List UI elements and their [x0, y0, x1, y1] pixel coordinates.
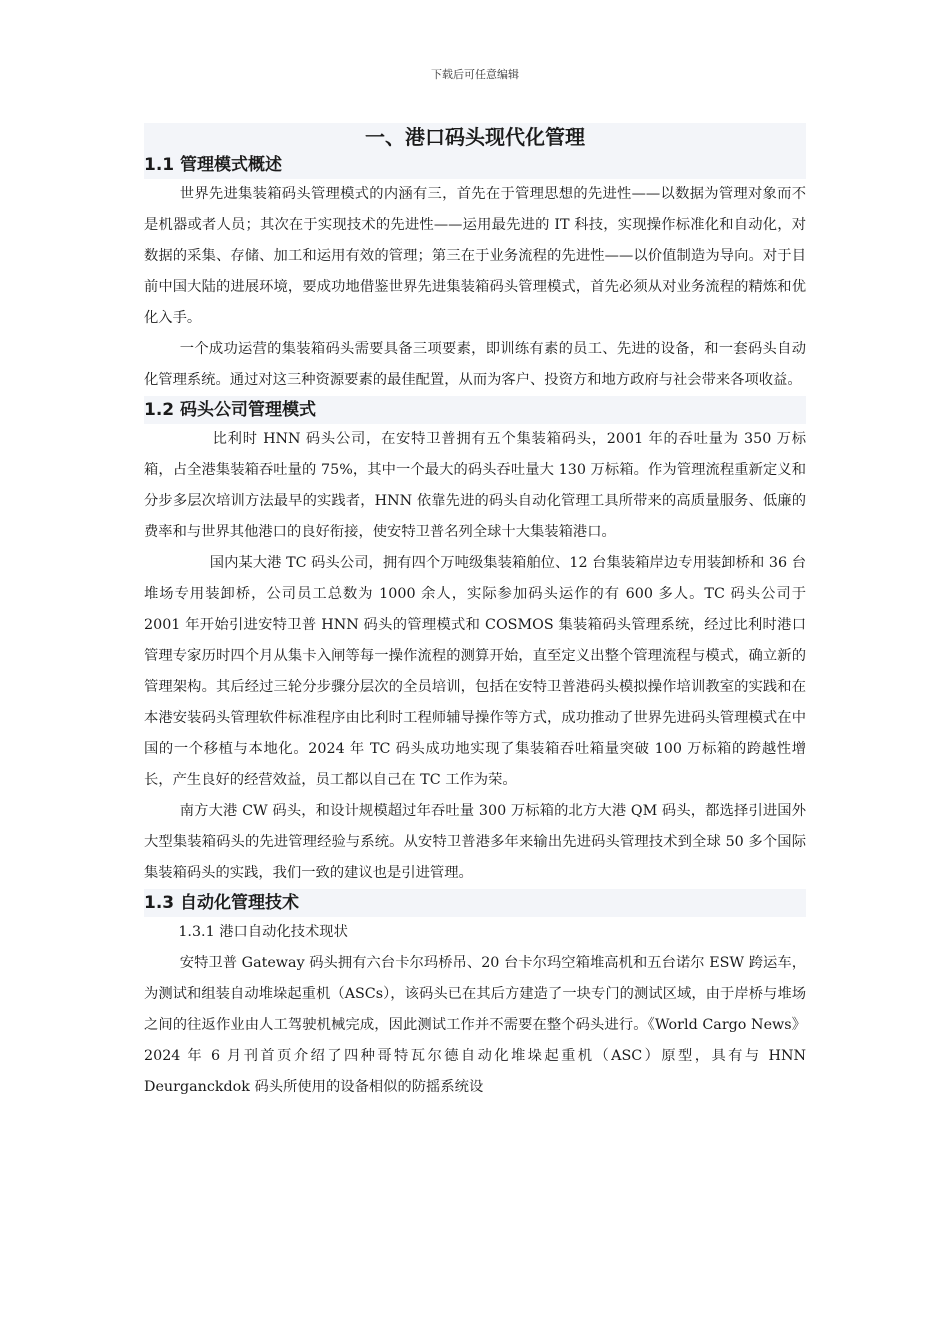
document-body — [144, 123, 806, 1103]
paragraph: 比利时 HNN 码头公司，在安特卫普拥有五个集装箱码头，2001 年的吞吐量为 350 万标箱，占全港集装箱吞吐量的 75%，其中一个最大的码头吞吐量大 130 万标箱。作为管理流程重新定义和分步多层次培训方法最早的实践者，HNN 依靠先进的码头自动化管理工具所带来的高质量服务、低廉的费率和与世界其他港口的良好衔接，使安特卫普名列全球十大集装箱港口。 — [144, 431, 806, 540]
paragraph: 一个成功运营的集装箱码头需要具备三项要素，即训练有素的员工、先进的设备，和一套码头自动化管理系统。通过对这三种资源要素的最佳配置，从而为客户、投资方和地方政府与社会带来各项收益。 — [144, 341, 806, 388]
paragraph: 安特卫普 Gateway 码头拥有六台卡尔玛桥吊、20 台卡尔玛空箱堆高机和五台诺尔 ESW 跨运车，为测试和组装自动堆垛起重机（ASCs），该码头已在其后方建造了一块专门的测试区域，由于岸桥与堆场之间的往返作业由人工驾驶机械完成，因此测试工作并不需要在整个码头进行。《World Cargo News》2024 年 6 月刊首页介绍了四种哥特瓦尔德自动化堆垛起重机（ASC）原型，具有与 HNN Deurganckdok 码头所使用的设备相似的防摇系统设 — [144, 955, 806, 1095]
header-note: 下载后可任意编辑 — [431, 68, 519, 81]
paragraph: 世界先进集装箱码头管理模式的内涵有三，首先在于管理思想的先进性——以数据为管理对象而不是机器或者人员；其次在于实现技术的先进性——运用最先进的 IT 科技，实现操作标准化和自动化，对数据的采集、存储、加工和运用有效的管理；第三在于业务流程的先进性——以价值制造为导向。对于目前中国大陆的进展环境，要成功地借鉴世界先进集装箱码头管理模式，首先必须从对业务流程的精炼和优化入手。 — [144, 186, 806, 326]
section-heading-1-2: 1.2 码头公司管理模式 — [144, 396, 806, 424]
subsection-heading-1-3-1: 1.3.1 港口自动化技术现状 — [178, 924, 348, 940]
section-heading-1-3: 1.3 自动化管理技术 — [144, 889, 806, 917]
paragraph: 国内某大港 TC 码头公司，拥有四个万吨级集装箱舶位、12 台集装箱岸边专用装卸桥和 36 台堆场专用装卸桥，公司员工总数为 1000 余人，实际参加码头运作的有 600 多人。TC 码头公司于 2001 年开始引进安特卫普 HNN 码头的管理模式和 COSMOS 集装箱码头管理系统，经过比利时港口管理专家历时四个月从集卡入闸等每一操作流程的测算开始，直至定义出整个管理流程与模式，确立新的管理架构。其后经过三轮分步骤分层次的全员培训，包括在安特卫普港码头模拟操作培训教室的实践和在本港安装码头管理软件标准程序由比利时工程师辅导操作等方式，成功推动了世界先进码头管理模式在中国的一个移植与本地化。2024 年 TC 码头成功地实现了集装箱吞吐箱量突破 100 万标箱的跨越性增长，产生良好的经营效益，员工都以自己在 TC 工作为荣。 — [144, 555, 806, 788]
section-heading-1-1: 1.1 管理模式概述 — [144, 151, 806, 179]
paragraph: 南方大港 CW 码头，和设计规模超过年吞吐量 300 万标箱的北方大港 QM 码头，都选择引进国外大型集装箱码头的先进管理经验与系统。从安特卫普港多年来输出先进码头管理技术到全球 50 多个国际集装箱码头的实践，我们一致的建议也是引进管理。 — [144, 803, 806, 881]
document-title: 一、港口码头现代化管理 — [144, 123, 806, 151]
